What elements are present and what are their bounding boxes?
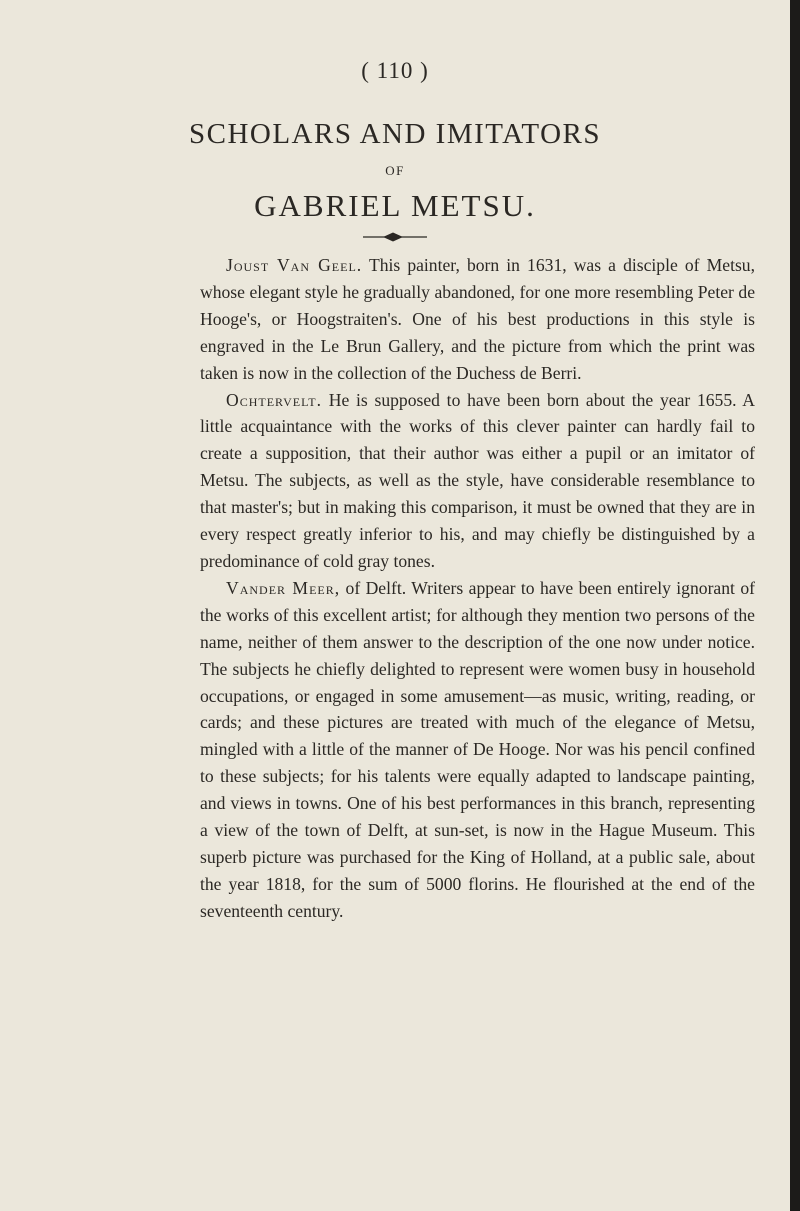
paragraph-text: He is supposed to have been born about the year 1655. A little acquaintance with the works of this clever painter can hardly fail to create a supposition, that their author was either a pupil or an imitator of Metsu. The subjects, as well as the style, have considerable resemblance to that master's; but in making this comparison, it must be owned that they are in every respect greatly inferior to his, and may chiefly be distinguished by a predominance of cold gray tones. [200,389,756,571]
page-edge [790,0,800,1211]
paragraph-text: This painter, born in 1631, was a disciple of Metsu, whose elegant style he gradually abandoned, for one more resembling Peter de Hooge's, or Hoogstraiten's. One of his best productions in this style is engraved in the Le Brun Gallery, and the picture from which the print was taken is now in the collection of the Duchess de Berri. [200,255,755,383]
chapter-heading-of: OF [385,163,405,178]
body-text [200,252,755,925]
artist-name: Joust Van Geel. [226,255,363,275]
artist-name: Ochtervelt. [226,389,323,410]
paragraph-vander-meer [200,575,755,925]
paragraph-ochtervelt [200,387,755,575]
page-number: ( 110 ) [361,58,429,83]
chapter-heading: SCHOLARS AND IMITATORS [188,118,602,150]
ornamental-rule-icon [345,230,445,244]
paragraph-van-geel [200,252,755,387]
chapter-subject: GABRIEL METSU. [254,188,536,223]
paragraph-text: of Delft. Writers appear to have been entirely ignorant of the works of this excellent artist; for although they mention two persons of the name, neither of them answer to the description of the one now under notice. The subjects he chiefly delighted to represent were women busy in household occupations, or engaged in some amusement—as music, writing, reading, or cards; and these pictures are treated with much of the elegance of Metsu, mingled with a little of the manner of De Hooge. Nor was his pencil confined to these subjects; for his talents were equally adapted to landscape painting, and views in towns. One of his best performances in this branch, representing a view of the town of Delft, at sun-set, is now in the Hague Museum. This superb picture was purchased for the King of Holland, at a public sale, about the year 1818, for the sum of 5000 florins. He flourished at the end of the seventeenth century. [200,577,755,921]
artist-name: Vander Meer, [226,577,341,598]
